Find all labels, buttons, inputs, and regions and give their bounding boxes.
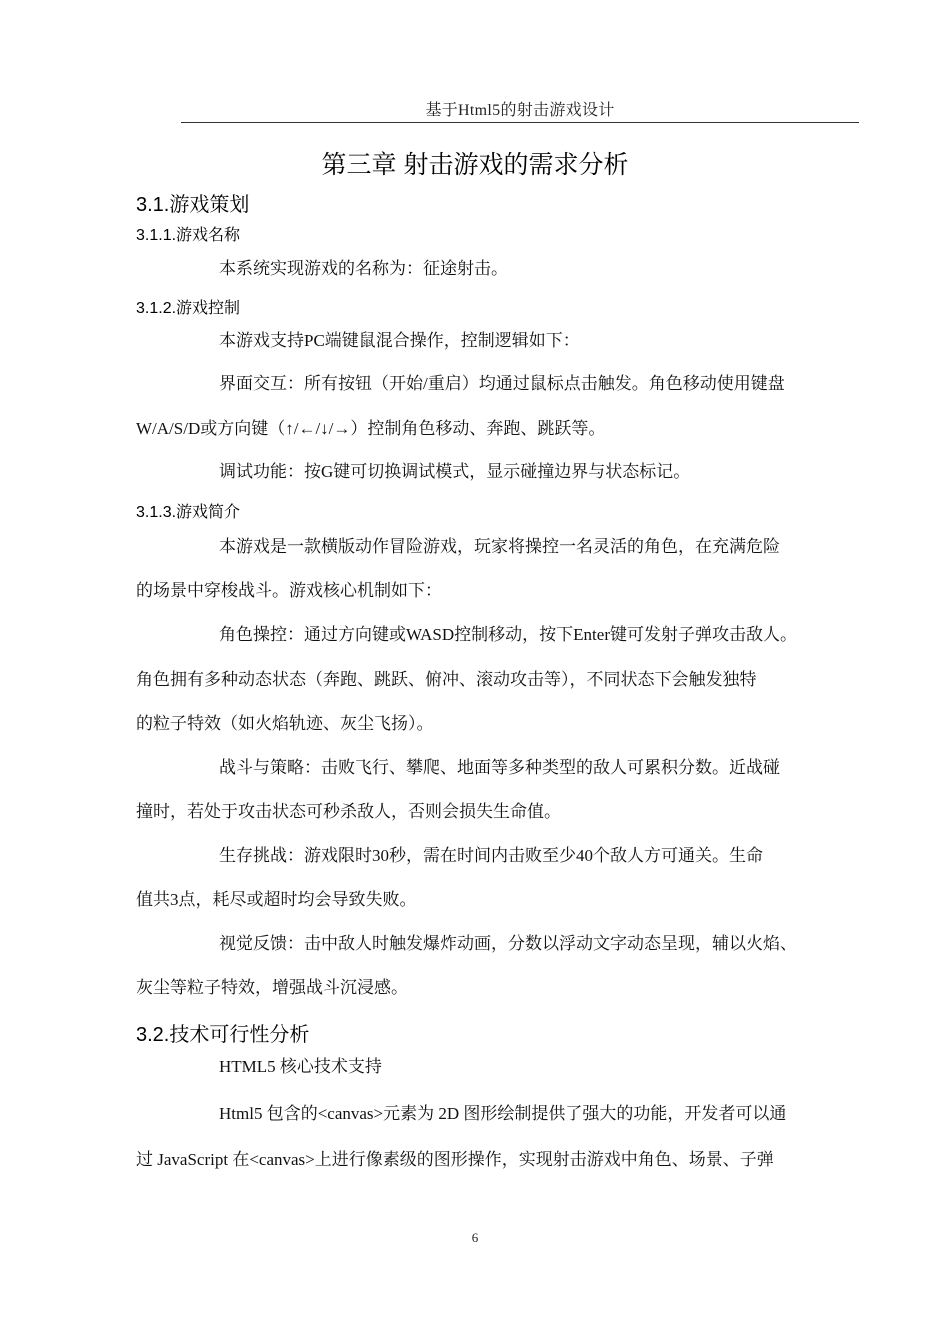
paragraph-line: 本游戏是一款横版动作冒险游戏，玩家将操控一名灵活的角色，在充满危险 [219,537,780,556]
paragraph-line: 角色拥有多种动态状态（奔跑、跳跃、俯冲、滚动攻击等），不同状态下会触发独特 [136,670,757,689]
paragraph-line: 值共3点，耗尽或超时均会导致失败。 [136,890,417,909]
paragraph-line: 过 JavaScript 在<canvas>上进行像素级的图形操作，实现射击游戏中角色、场景、子弹 [136,1150,774,1169]
paragraph-line: 本系统实现游戏的名称为：征途射击。 [219,259,508,278]
paragraph-line: 的粒子特效（如火焰轨迹、灰尘飞扬）。 [136,714,434,733]
chapter-title: 第三章 射击游戏的需求分析 [321,151,629,179]
paragraph-line: 调试功能：按G键可切换调试模式，显示碰撞边界与状态标记。 [219,462,691,481]
subsection-heading-3-1-3: 3.1.3.游戏简介 [136,504,241,521]
page-number: 6 [471,1230,479,1245]
paragraph-line: HTML5 核心技术支持 [219,1057,382,1076]
paragraph-line: 角色操控：通过方向键或WASD控制移动，按下Enter键可发射子弹攻击敌人。 [219,625,797,644]
running-header: 基于Html5的射击游戏设计 [425,102,615,119]
paragraph-line: 视觉反馈：击中敌人时触发爆炸动画，分数以浮动文字动态呈现，辅以火焰、 [219,934,797,953]
header-divider [181,122,859,123]
paragraph-line: W/A/S/D或方向键（↑/←/↓/→）控制角色移动、奔跑、跳跃等。 [136,419,606,438]
paragraph-line: 的场景中穿梭战斗。游戏核心机制如下： [136,581,442,600]
paragraph-line: 生存挑战：游戏限时30秒，需在时间内击败至少40个敌人方可通关。生命 [219,846,763,865]
subsection-heading-3-1-2: 3.1.2.游戏控制 [136,300,241,317]
subsection-heading-3-1-1: 3.1.1.游戏名称 [136,227,241,244]
paragraph-line: 界面交互：所有按钮（开始/重启）均通过鼠标点击触发。角色移动使用键盘 [219,374,785,393]
paragraph-line: 撞时，若处于攻击状态可秒杀敌人，否则会损失生命值。 [136,802,561,821]
paragraph-line: 灰尘等粒子特效，增强战斗沉浸感。 [136,978,408,997]
paragraph-line: 战斗与策略：击败飞行、攀爬、地面等多种类型的敌人可累积分数。近战碰 [219,758,780,777]
section-heading-3-2: 3.2.技术可行性分析 [136,1024,310,1046]
section-heading-3-1: 3.1.游戏策划 [136,194,250,216]
paragraph-line: 本游戏支持PC端键鼠混合操作，控制逻辑如下： [219,331,580,350]
paragraph-line: Html5 包含的<canvas>元素为 2D 图形绘制提供了强大的功能，开发者可以通 [219,1104,787,1123]
